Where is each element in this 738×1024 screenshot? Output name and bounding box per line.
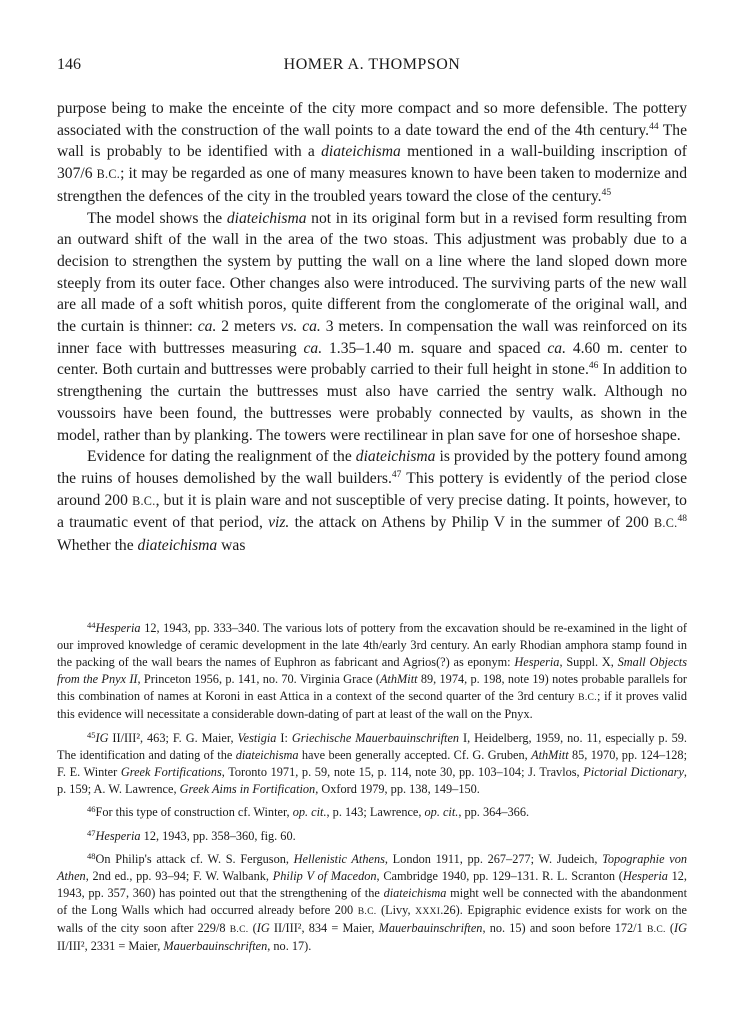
text-run: , Suppl. X,	[559, 655, 618, 669]
text-run: 89, 1974, p. 198, note 19) notes probable parallels for this combination of names at Koroni in east Attica in a context of the second quarter of the 3rd century	[57, 672, 687, 703]
text-run: , Toronto 1971, p. 59, note 15, p. 114, note 30, pp. 103–104; J. Travlos,	[221, 764, 584, 779]
text-run: 3 meters. In compensation the wall was reinforced on its inner face with buttresses measuring	[57, 318, 688, 357]
text-run: , Oxford 1979, pp. 138, 149–150.	[315, 781, 480, 796]
running-title: HOMER A. THOMPSON	[283, 56, 461, 73]
italic-title: Mauerbauinschriften	[378, 921, 483, 935]
text-run: I, Heidelberg, 1959, no. 11, especially p. 59. The identification and dating of the	[57, 730, 687, 762]
text-run: 4.60 m. center to center. Both curtain and buttresses were probably carried to their full height in stone.	[57, 339, 687, 379]
italic-term: diateichisma	[137, 537, 218, 555]
text-run: 2 meters	[216, 318, 281, 336]
italic-title: Topographie von Athen	[57, 852, 687, 883]
text-run: 85, 1970, pp. 124–128; F. E. Winter	[57, 747, 688, 779]
italic-title: diateichisma	[235, 747, 299, 762]
footnote-number: 47	[87, 827, 96, 838]
italic-title: Hesperia	[95, 621, 141, 635]
text-run: 12, 1943, pp. 357, 360) has pointed out that the strengthening of the	[57, 869, 687, 900]
footnote-number: 48	[87, 851, 96, 861]
footnote-ref-46[interactable]: 46	[588, 361, 599, 372]
page-number: 146	[57, 56, 81, 73]
italic-title: Mauerbauinschriften	[163, 939, 268, 953]
text-run: might well be connected with the abandonment of the Long Walls which had occurred already before 200	[57, 886, 687, 917]
footnote-44	[57, 617, 687, 723]
text-run: purpose being to make the enceinte of the city more compact and so more defensible. The pottery associated with the construction of the wall points to a date toward the end of the 4th century.	[57, 100, 687, 139]
italic-term: vs.	[280, 318, 298, 336]
italic-title: Pictorial Dictionary	[583, 764, 684, 779]
italic-title: IG	[256, 921, 270, 935]
italic-term: ca.	[302, 318, 321, 336]
italic-term: diateichisma	[321, 143, 401, 161]
roman-numeral: XXXI	[415, 906, 441, 917]
text-run: II/III², 2331 = Maier,	[57, 939, 164, 953]
text-run: , London 1911, pp. 267–277; W. Judeich,	[384, 852, 603, 866]
text-run: 12, 1943, pp. 358–360, fig. 60.	[140, 828, 296, 843]
italic-title: IG	[674, 921, 687, 935]
italic-title: IG	[95, 730, 109, 745]
paragraph-3	[57, 446, 687, 557]
text-run: On Philip's attack cf. W. S. Ferguson,	[95, 852, 294, 866]
text-run: mentioned in a wall-building inscription of 307/6	[57, 143, 687, 183]
footnote-number: 46	[87, 804, 96, 814]
era-abbrev: B.C.	[653, 516, 678, 531]
text-run: (	[248, 921, 257, 935]
text-run: , Cambridge 1940, pp. 129–131. R. L. Scranton (	[376, 869, 623, 883]
footnote-number: 44	[87, 620, 96, 630]
italic-title: Small Objects from the Pnyx II	[57, 655, 688, 686]
text-run: 12, 1943, pp. 333–340. The various lots of pottery from the excavation should be re-examined in the light of our improved knowledge of ceramic development in the late 4th/early 3rd century. An early Rhodian amphora stamp found in the packing of the wall bears the names of Euphron as fabricant and Agrios(?) as eponym:	[57, 621, 687, 669]
text-run: Whether the	[57, 537, 138, 555]
text-run: 1.35–1.40 m. square and spaced	[322, 339, 548, 357]
italic-term: ca.	[197, 318, 217, 336]
italic-title: Philip V of Macedon	[272, 869, 377, 883]
running-head	[57, 56, 687, 80]
italic-term: viz.	[268, 514, 290, 532]
italic-title: Hesperia	[622, 869, 668, 883]
italic-title: Hellenistic Athens	[293, 852, 385, 866]
italic-title: diateichisma	[383, 886, 447, 900]
era-abbrev: B.C.	[646, 924, 666, 935]
text-run: is provided by the pottery found among the ruins of houses demolished by the wall builders.	[57, 448, 687, 487]
text-run: (Livy,	[376, 903, 416, 917]
italic-term: ca.	[547, 339, 566, 357]
era-abbrev: B.C.	[578, 692, 597, 703]
footnote-ref-47[interactable]: 47	[391, 469, 402, 480]
footnote-ref-45[interactable]: 45	[601, 187, 612, 198]
text-run: , pp. 364–366.	[458, 805, 530, 819]
text-run: was	[217, 537, 246, 555]
text-run: ; if it proves valid this evidence will necessitate a considerable down-dating of part at least of the wall on the Pnyx.	[57, 689, 687, 721]
footnote-ref-44[interactable]: 44	[649, 121, 659, 132]
footnote-number: 45	[87, 729, 96, 740]
era-abbrev: B.C.	[357, 906, 377, 917]
text-run: II/III², 834 = Maier,	[269, 921, 379, 935]
italic-title: Vestigia	[237, 730, 277, 745]
text-run: , no. 15) and soon before 172/1	[482, 921, 647, 935]
era-abbrev: B.C.	[96, 167, 121, 182]
text-run: The model shows the	[87, 209, 227, 227]
footnotes	[57, 617, 687, 959]
era-abbrev: B.C.	[229, 924, 249, 935]
italic-title: Greek Aims in Fortification	[179, 781, 316, 796]
text-run: I:	[276, 730, 292, 745]
text-run: , 2nd ed., pp. 93–94; F. W. Walbank,	[85, 869, 273, 883]
italic-title: Hesperia	[514, 655, 560, 669]
text-run: For this type of construction cf. Winter,	[95, 805, 293, 819]
paragraph-2	[57, 208, 687, 447]
text-run: The wall is probably to be identified with a	[57, 121, 687, 161]
italic-title: Greek Fortifications	[120, 764, 222, 779]
italic-term: diateichisma	[355, 448, 436, 466]
text-run: , Princeton 1956, p. 141, no. 70. Virginia Grace (	[137, 672, 380, 686]
text-run: .26). Epigraphic evidence exists for work on the walls of the city soon after 229/8	[57, 903, 687, 935]
text-run: have been generally accepted. Cf. G. Gruben,	[298, 747, 532, 762]
footnote-48	[57, 848, 687, 955]
footnote-46	[57, 801, 687, 821]
italic-title: AthMitt	[379, 672, 418, 686]
italic-term: ca.	[303, 339, 323, 357]
text-run: , p. 143; Lawrence,	[326, 805, 425, 819]
italic-term: diateichisma	[226, 209, 307, 227]
body-text	[57, 98, 687, 557]
italic-title: Hesperia	[95, 828, 141, 843]
text-run: II/III², 463; F. G. Maier,	[108, 730, 238, 745]
italic-title: AthMitt	[531, 747, 569, 762]
text-run: This pottery is evidently of the period close around 200	[57, 469, 687, 509]
text-run: ; it may be regarded as one of many measures known to have been taken to modernize and strengthen the defences of the city in the troubled years toward the close of the century.	[57, 165, 687, 205]
text-run: In addition to strengthening the curtain the buttresses must also have carried the sentry walk. Although no voussoirs have been found, the buttresses were probably connected by vaults, as shown in the model, rather than by planking. The towers were rectilinear in plan save for one of horseshoe shape.	[57, 361, 688, 444]
text-run: , but it is plain ware and not susceptible of very precise dating. It points, however, to a traumatic event of that period,	[57, 491, 687, 532]
text-run: the attack on Athens by Philip V in the summer of 200	[289, 514, 654, 532]
text-run: (	[665, 921, 674, 935]
italic-title: op. cit.	[424, 805, 459, 819]
text-run: Evidence for dating the realignment of the	[87, 448, 356, 466]
italic-title: Griechische Mauerbauinschriften	[291, 730, 460, 745]
era-abbrev: B.C.	[132, 493, 156, 508]
text-run: , p. 159; A. W. Lawrence,	[57, 764, 687, 796]
text-run: , no. 17).	[267, 939, 312, 953]
text-run: not in its original form but in a revised form resulting from an outward shift of the wall in the area of the two stoas. This adjustment was probably due to a decision to strengthen the system by putting the wall on a line where the land sloped down more steeply from its outer face. Other changes also were introduced. The surviving parts of the new wall are all made of a soft whitish poros, quite different from the conglomerate of the original wall, and the curtain is thinner:	[57, 209, 687, 336]
paragraph-1	[57, 98, 687, 208]
italic-title: op. cit.	[292, 805, 327, 819]
footnote-45	[57, 727, 687, 798]
footnote-ref-48[interactable]: 48	[677, 514, 687, 525]
footnote-47	[57, 825, 687, 845]
